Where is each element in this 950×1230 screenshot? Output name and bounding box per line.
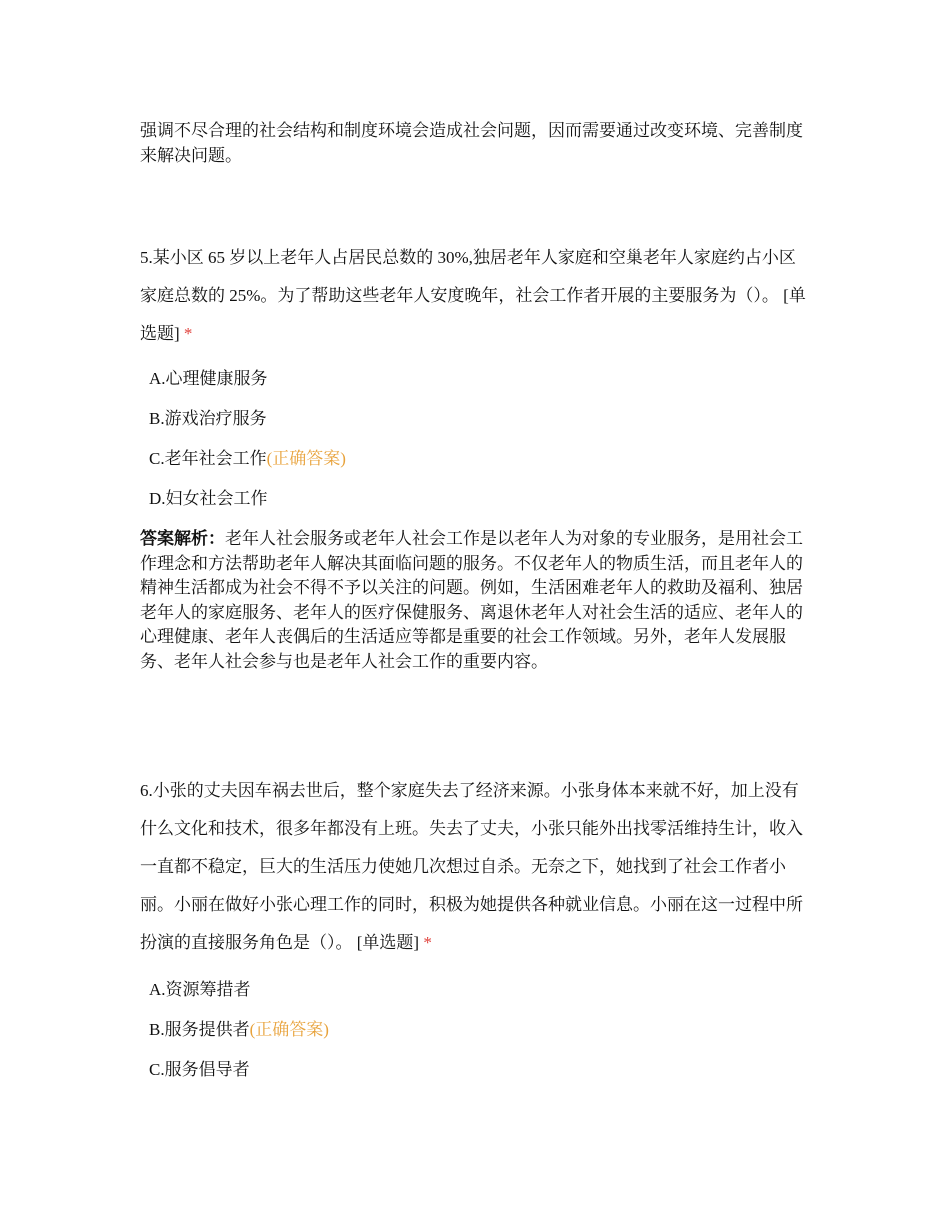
question-6-text [140, 772, 812, 962]
question-5-stem: 5.某小区 65 岁以上老年人占居民总数的 30%,独居老年人家庭和空巢老年人家庭约占小区家庭总数的 25%。为了帮助这些老年人安度晚年，社会工作者开展的主要服务为（）。 [单选题] [140, 248, 806, 343]
question-6 [140, 772, 812, 962]
question-6-option-a[interactable] [149, 978, 251, 1002]
question-5-text [140, 239, 812, 353]
intro-paragraph: 强调不尽合理的社会结构和制度环境会造成社会问题，因而需要通过改变环境、完善制度来解决问题。 [140, 121, 803, 165]
question-5-option-a[interactable] [149, 367, 268, 391]
correct-answer-tag: (正确答案) [249, 1020, 329, 1039]
question-6-option-c[interactable] [149, 1058, 250, 1082]
option-label: B.游戏治疗服务 [149, 409, 267, 428]
required-mark: * [423, 933, 432, 952]
option-label: B.服务提供者 [149, 1020, 250, 1039]
question-5-option-c[interactable] [149, 447, 346, 471]
analysis-text: 老年人社会服务或老年人社会工作是以老年人为对象的专业服务，是用社会工作理念和方法帮助老年人解决其面临问题的服务。不仅老年人的物质生活，而且老年人的精神生活都成为社会不得不予以关注的问题。例如，生活困难老年人的救助及福利、独居老年人的家庭服务、老年人的医疗保健服务、离退休老年人对社会生活的适应、老年人的心理健康、老年人丧偶后的生活适应等都是重要的社会工作领域。另外，老年人发展服务、老年人社会参与也是老年人社会工作的重要内容。 [140, 529, 803, 671]
option-label: D.妇女社会工作 [149, 489, 268, 508]
option-label: C.服务倡导者 [149, 1060, 250, 1079]
analysis-label: 答案解析： [140, 529, 225, 548]
question-6-stem: 6.小张的丈夫因车祸去世后，整个家庭失去了经济来源。小张身体本来就不好，加上没有什么文化和技术，很多年都没有上班。失去了丈夫，小张只能外出找零活维持生计，收入一直都不稳定，巨大的生活压力使她几次想过自杀。无奈之下，她找到了社会工作者小丽。小丽在做好小张心理工作的同时，积极为她提供各种就业信息。小丽在这一过程中所扮演的直接服务角色是（）。 [单选题] [140, 781, 803, 952]
correct-answer-tag: (正确答案) [266, 449, 346, 468]
option-label: A.心理健康服务 [149, 369, 268, 388]
option-label: C.老年社会工作 [149, 449, 267, 468]
required-mark: * [183, 324, 193, 343]
question-6-option-b[interactable] [149, 1018, 329, 1042]
question-5-analysis [140, 527, 812, 674]
question-5 [140, 239, 812, 353]
question-5-option-d[interactable] [149, 487, 268, 511]
option-label: A.资源筹措者 [149, 980, 251, 999]
question-5-option-b[interactable] [149, 407, 267, 431]
